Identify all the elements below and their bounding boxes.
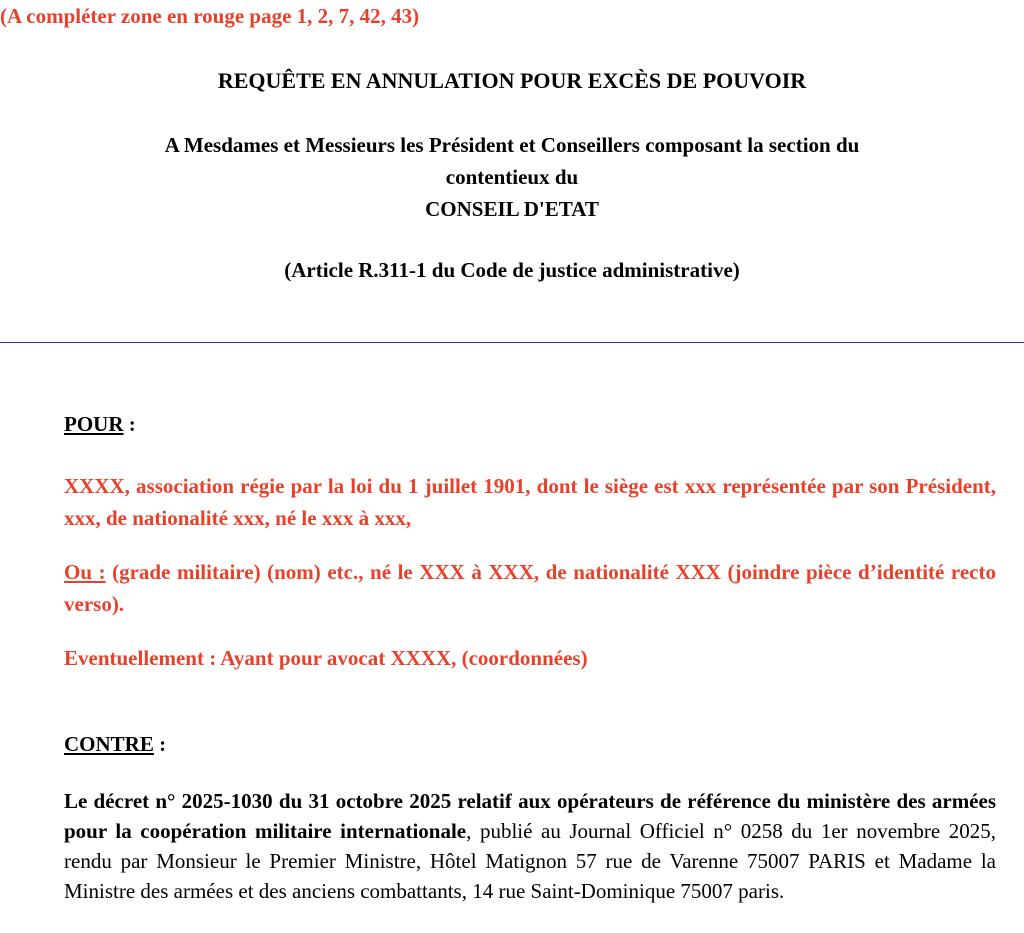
contre-label: CONTRE — [64, 732, 154, 756]
pour-heading — [64, 408, 996, 440]
alternative-paragraph — [64, 556, 996, 620]
instruction-note: (A compléter zone en rouge page 1, 2, 7, 42, 43) — [0, 4, 420, 28]
horizontal-divider — [0, 342, 1024, 343]
pour-label: POUR — [64, 412, 124, 436]
lawyer-paragraph: Eventuellement : Ayant pour avocat XXXX, (coordonnées) — [64, 646, 588, 670]
ou-text: (grade militaire) (nom) etc., né le XXX à XXX, de nationalité XXX (joindre pièce d’identité recto verso). — [64, 560, 996, 616]
decree-title: Le décret n° 2025-1030 du 31 octobre 2025 relatif aux opérateurs de référence du ministère des armées pour la coopération militaire internationale — [64, 789, 996, 843]
contre-heading — [64, 728, 996, 760]
pour-suffix: : — [123, 412, 136, 436]
addressee-line-2: contentieux du — [445, 165, 579, 189]
addressee-line-3: CONSEIL D'ETAT — [425, 197, 599, 221]
addressee-line-1: A Mesdames et Messieurs les Président et Conseillers composant la section du — [164, 133, 860, 157]
page-title: REQUÊTE EN ANNULATION POUR EXCÈS DE POUVOIR — [217, 68, 807, 93]
contre-suffix: : — [153, 732, 167, 756]
ou-label: Ou : — [64, 560, 106, 584]
association-paragraph: XXXX, association régie par la loi du 1 juillet 1901, dont le siège est xxx représentée par son Président, xxx, de nationalité xxx, né le xxx à xxx, — [64, 474, 996, 530]
decree-details: , publié au Journal Officiel n° 0258 du 1er novembre 2025, rendu par Monsieur le Premier Ministre, Hôtel Matignon 57 rue de Varenne 75007 PARIS et Madame la Ministre des armées et des anciens combattants, 14 rue Saint-Dominique 75007 paris. — [64, 819, 997, 903]
decree-paragraph — [64, 786, 996, 906]
article-reference: (Article R.311-1 du Code de justice administrative) — [284, 258, 740, 282]
